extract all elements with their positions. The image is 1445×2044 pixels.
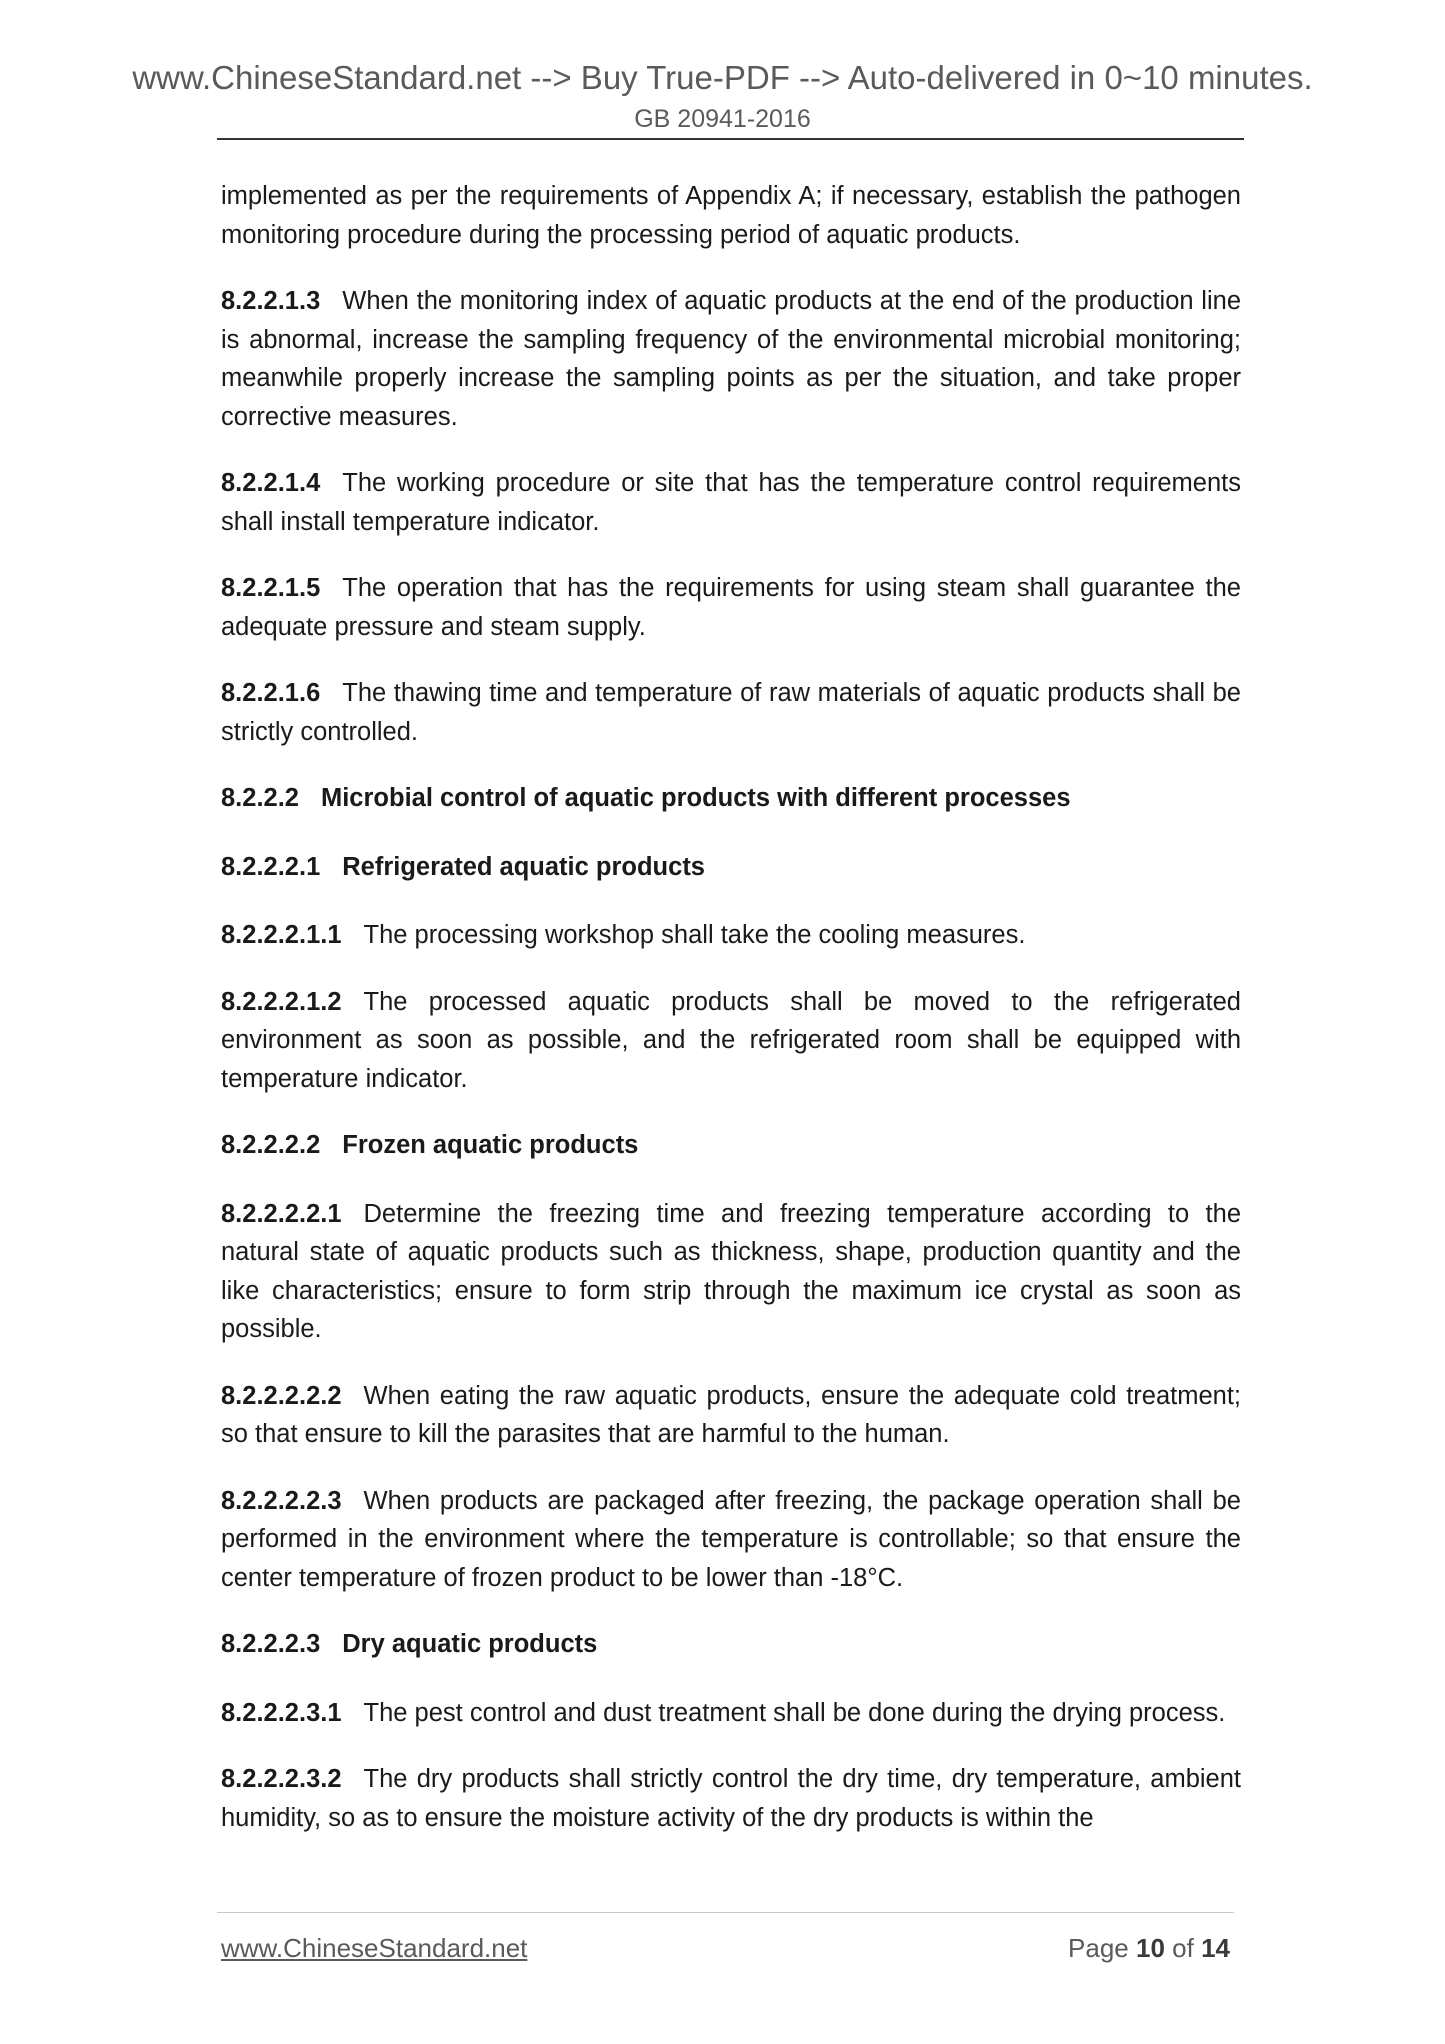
clause-number: 8.2.2.2.2.1 <box>221 1199 342 1228</box>
paragraph <box>221 177 1241 254</box>
paragraph-text: implemented as per the requirements of Appendix A; if necessary, establish the pathogen monitoring procedure during the processing period of aquatic products. <box>221 182 1241 249</box>
heading-number: 8.2.2.2.1 <box>221 852 321 881</box>
heading-number: 8.2.2.2.3 <box>221 1630 321 1658</box>
footer-site-link[interactable]: www.ChineseStandard.net <box>221 1933 528 1963</box>
header-divider <box>217 138 1244 140</box>
page-word: Page <box>1068 1933 1129 1963</box>
clause-number: 8.2.2.1.5 <box>221 574 321 602</box>
clause-8-2-2-2-3-1 <box>221 1694 1241 1733</box>
clause-text: The thawing time and temperature of raw materials of aquatic products shall be strictly controlled. <box>221 679 1241 746</box>
clause-text: The working procedure or site that has the temperature control requirements shall install temperature indicator. <box>221 469 1241 536</box>
clause-number: 8.2.2.2.3.2 <box>221 1765 342 1793</box>
clause-number: 8.2.2.2.2.2 <box>221 1381 342 1410</box>
clause-8-2-2-1-6 <box>221 674 1241 751</box>
clause-text: The processed aquatic products shall be moved to the refrigerated environment as soon as possible, and the refrigerated room shall be equipped with temperature indicator. <box>221 987 1241 1093</box>
clause-text: The processing workshop shall take the cooling measures. <box>363 921 1026 949</box>
clause-8-2-2-2-1-2 <box>221 983 1241 1099</box>
heading-text: Frozen aquatic products <box>342 1131 639 1159</box>
clause-number: 8.2.2.2.2.3 <box>221 1486 342 1515</box>
document-body <box>221 177 1241 1865</box>
clause-text: Determine the freezing time and freezing temperature according to the natural state of aquatic products such as thickness, shape, production quantity and the like characteristics; ensure to form strip through the maximum ice crystal as soon as possible. <box>221 1199 1241 1343</box>
clause-text: When the monitoring index of aquatic products at the end of the production line is abnormal, increase the sampling frequency of the environmental microbial monitoring; meanwhile properly increase the sampling points as per the situation, and take proper corrective measures. <box>221 287 1241 431</box>
clause-number: 8.2.2.2.1.2 <box>221 987 342 1016</box>
clause-text: The operation that has the requirements for using steam shall guarantee the adequate pressure and steam supply. <box>221 574 1241 641</box>
clause-8-2-2-2-2-2 <box>221 1377 1241 1454</box>
clause-text: When products are packaged after freezing, the package operation shall be performed in the environment where the temperature is controllable; so that ensure the center temperature of frozen product to be lower than -18°C. <box>221 1486 1241 1592</box>
clause-8-2-2-1-3 <box>221 282 1241 436</box>
heading-number: 8.2.2.2.2 <box>221 1131 321 1159</box>
heading-text: Microbial control of aquatic products with different processes <box>320 784 1071 812</box>
page-total: 14 <box>1201 1933 1230 1963</box>
section-heading-8-2-2-2-3 <box>221 1625 1241 1664</box>
section-heading-8-2-2-2 <box>221 779 1241 818</box>
clause-8-2-2-1-4 <box>221 464 1241 541</box>
page-indicator <box>1068 1932 1230 1964</box>
clause-number: 8.2.2.1.6 <box>221 679 321 707</box>
heading-number: 8.2.2.2 <box>221 784 299 812</box>
clause-text: When eating the raw aquatic products, ensure the adequate cold treatment; so that ensure to kill the parasites that are harmful to the human. <box>221 1381 1241 1448</box>
header-banner: www.ChineseStandard.net --> Buy True-PDF --> Auto-delivered in 0~10 minutes. <box>132 59 1313 96</box>
clause-text: The dry products shall strictly control the dry time, dry temperature, ambient humidity, so as to ensure the moisture activity of the dry products is within the <box>221 1765 1241 1832</box>
standard-number: GB 20941-2016 <box>634 105 811 133</box>
section-heading-8-2-2-2-1 <box>221 848 1241 887</box>
clause-8-2-2-2-2-3 <box>221 1482 1241 1598</box>
clause-8-2-2-1-5 <box>221 569 1241 646</box>
section-heading-8-2-2-2-2 <box>221 1126 1241 1165</box>
clause-number: 8.2.2.1.4 <box>221 469 321 497</box>
clause-8-2-2-2-2-1 <box>221 1195 1241 1349</box>
clause-number: 8.2.2.1.3 <box>221 287 321 315</box>
clause-number: 8.2.2.2.3.1 <box>221 1698 342 1727</box>
heading-text: Refrigerated aquatic products <box>342 852 705 881</box>
page-of: of <box>1172 1933 1194 1963</box>
clause-text: The pest control and dust treatment shall be done during the drying process. <box>363 1698 1226 1727</box>
clause-8-2-2-2-1-1 <box>221 916 1241 955</box>
clause-number: 8.2.2.2.1.1 <box>221 921 342 949</box>
footer-divider <box>217 1912 1234 1913</box>
clause-8-2-2-2-3-2 <box>221 1760 1241 1837</box>
heading-text: Dry aquatic products <box>342 1630 598 1658</box>
page-current: 10 <box>1136 1933 1165 1963</box>
